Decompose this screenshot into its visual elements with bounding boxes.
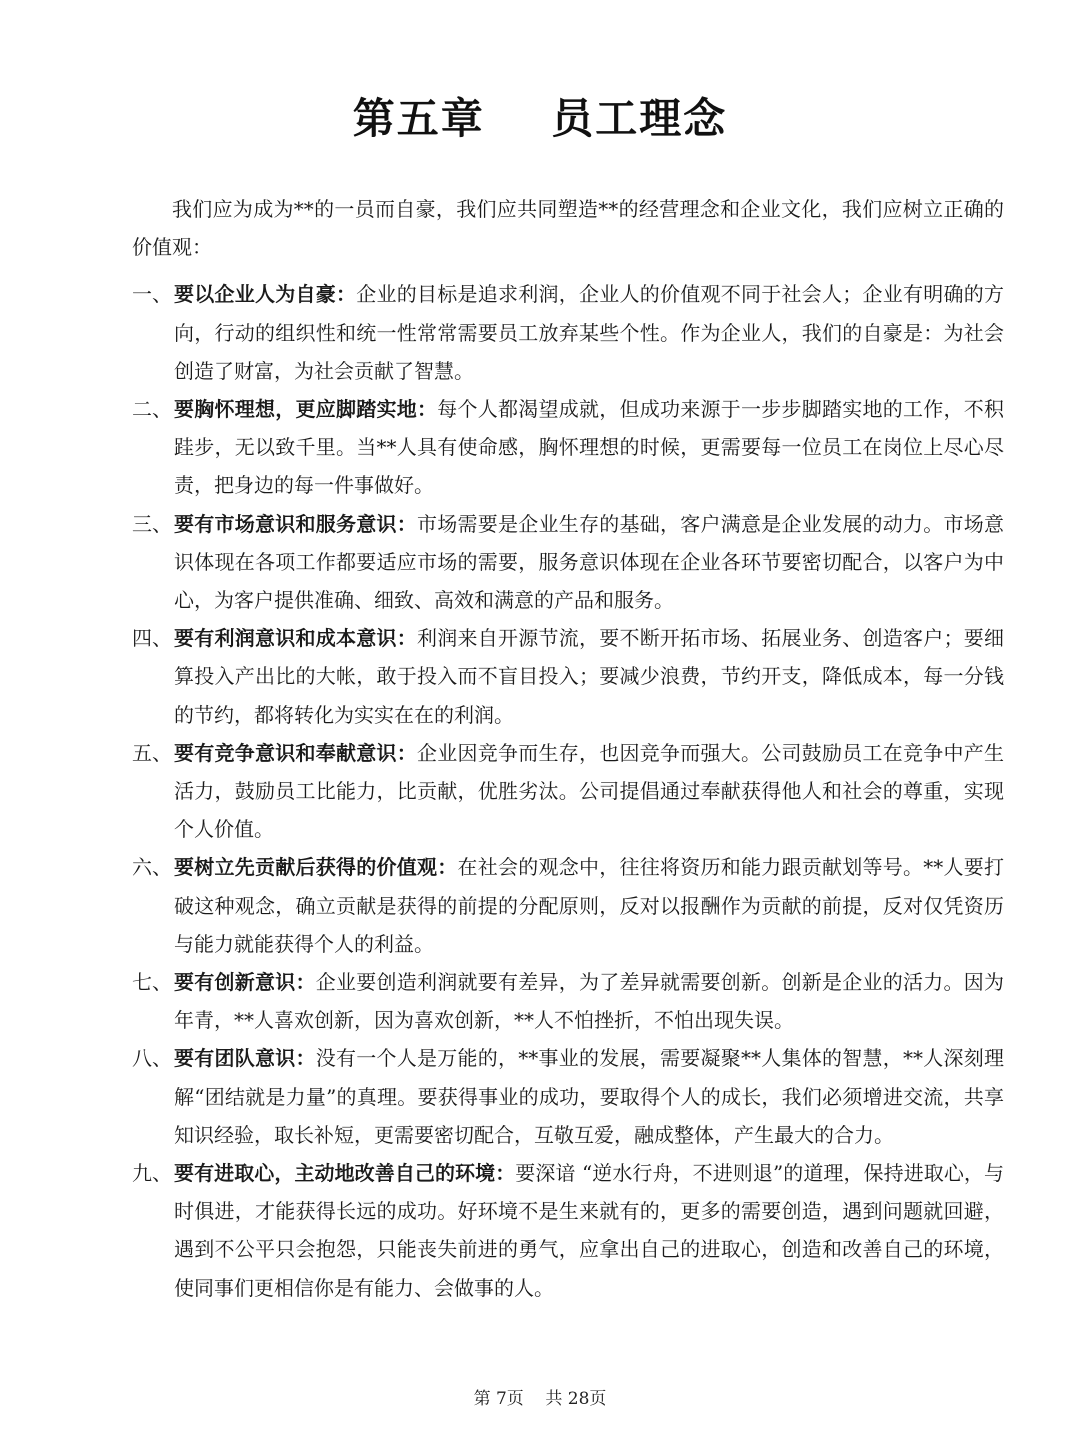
item-text: 要深谙 “逆水行舟，不进则退”的道理，保持进取心，与时俱进，才能获得长远的成功。好环境不是生来就有的，更多的需要创造，遇到问题就回避，遇到不公平只会抱怨，只能丧失前进的勇气，应拿出自己的进取心，创造和改善自己的环境，使同事们更相信你是有能力、会做事的人。 (174, 1161, 1005, 1300)
item-heading: 要树立先贡献后获得的价值观： (174, 855, 458, 880)
document-body (132, 190, 1004, 1307)
item-text: 企业因竞争而生存，也因竞争而强大。公司鼓励员工在竞争中产生活力，鼓励员工比能力，比贡献，优胜劣汰。公司提倡通过奉献获得他人和社会的尊重，实现个人价值。 (174, 740, 1004, 842)
item-heading: 要有竞争意识和奉献意识： (174, 740, 417, 765)
item-text: 企业要创造利润就要有差异，为了差异就需要创新。创新是企业的活力。因为年青，**人喜欢创新，因为喜欢创新，**人不怕挫折，不怕出现失误。 (174, 970, 1004, 1033)
item-body (174, 734, 1004, 849)
chapter-title: 第五章 员工理念 (352, 94, 728, 143)
item-number: 四、 (132, 626, 172, 651)
item-heading: 要以企业人为自豪： (174, 282, 357, 307)
item-body (174, 505, 1004, 620)
list-item (132, 963, 1004, 1039)
page-number-footer: 第 7页 共 28页 (473, 1389, 607, 1409)
item-body (174, 619, 1004, 734)
list-item (132, 734, 1004, 849)
list-item (132, 1039, 1004, 1154)
item-number: 九、 (132, 1161, 172, 1186)
item-number: 二、 (132, 397, 172, 422)
item-text: 市场需要是企业生存的基础，客户满意是企业发展的动力。市场意识体现在各项工作都要适应市场的需要，服务意识体现在企业各环节要密切配合，以客户为中心，为客户提供准确、细致、高效和满意的产品和服务。 (174, 511, 1004, 613)
item-body (174, 1154, 1004, 1307)
intro-paragraph: 我们应为成为**的一员而自豪，我们应共同塑造**的经营理念和企业文化，我们应树立正确的价值观： (132, 197, 1004, 260)
item-number: 三、 (132, 511, 172, 536)
item-text: 每个人都渴望成就，但成功来源于一步步脚踏实地的工作，不积跬步，无以致千里。当**人具有使命感，胸怀理想的时候，更需要每一位员工在岗位上尽心尽责，把身边的每一件事做好。 (174, 397, 1004, 498)
item-heading: 要有利润意识和成本意识： (174, 626, 417, 651)
item-number: 一、 (132, 282, 172, 307)
item-heading: 要胸怀理想，更应脚踏实地： (174, 397, 438, 422)
item-body (174, 848, 1004, 963)
item-heading: 要有市场意识和服务意识： (174, 511, 417, 536)
item-text: 利润来自开源节流，要不断开拓市场、拓展业务、创造客户；要细算投入产出比的大帐，敢于投入而不盲目投入；要减少浪费，节约开支，降低成本，每一分钱的节约，都将转化为实实在在的利润。 (174, 626, 1004, 727)
list-item (132, 275, 1004, 390)
item-body (174, 1039, 1004, 1154)
list-item (132, 619, 1004, 734)
item-text: 企业的目标是追求利润，企业人的价值观不同于社会人；企业有明确的方向，行动的组织性和统一性常常需要员工放弃某些个性。作为企业人，我们的自豪是：为社会创造了财富，为社会贡献了智慧。 (174, 282, 1004, 383)
item-number: 六、 (132, 855, 172, 880)
item-body (174, 275, 1004, 390)
item-number: 八、 (132, 1046, 172, 1071)
item-body (174, 963, 1004, 1039)
item-number: 七、 (132, 970, 172, 995)
item-heading: 要有进取心，主动地改善自己的环境： (174, 1161, 516, 1186)
item-number: 五、 (132, 740, 172, 765)
item-text: 没有一个人是万能的，**事业的发展，需要凝聚**人集体的智慧，**人深刻理解“团结就是力量”的真理。要获得事业的成功，要取得个人的成长，我们必须增进交流，共享知识经验，取长补短，更需要密切配合，互敬互爱，融成整体，产生最大的合力。 (174, 1046, 1004, 1147)
item-body (174, 390, 1004, 505)
item-text: 在社会的观念中，往往将资历和能力跟贡献划等号。**人要打破这种观念，确立贡献是获得的前提的分配原则，反对以报酬作为贡献的前提，反对仅凭资历与能力就能获得个人的利益。 (174, 855, 1004, 956)
item-heading: 要有创新意识： (174, 970, 316, 995)
list-item (132, 390, 1004, 505)
item-heading: 要有团队意识： (174, 1046, 316, 1071)
list-item (132, 848, 1004, 963)
list-item (132, 1154, 1004, 1307)
list-item (132, 505, 1004, 620)
